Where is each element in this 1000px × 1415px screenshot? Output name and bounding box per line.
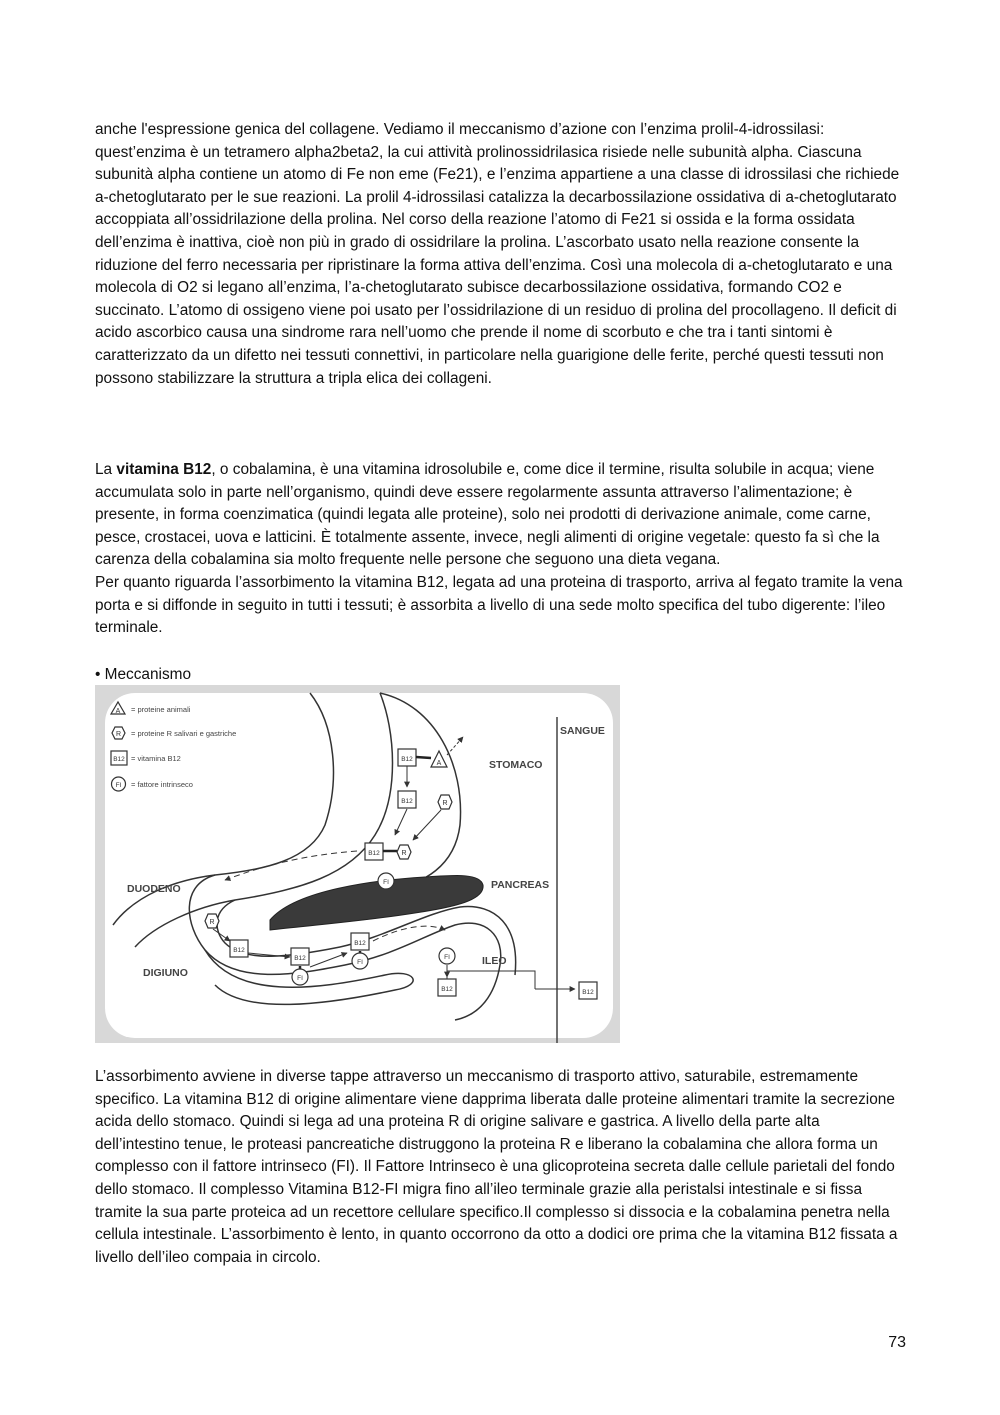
b12-symbol-stomach-1	[398, 749, 416, 766]
label-stomaco: STOMACO	[489, 759, 543, 771]
diagram-svg	[95, 685, 620, 1043]
legend-a-text: = proteine animali	[131, 705, 191, 714]
page-number: 73	[888, 1334, 906, 1351]
label-pancreas: PANCREAS	[491, 879, 550, 891]
svg-text:B12: B12	[582, 989, 594, 996]
b12-absorption-diagram	[95, 685, 620, 1043]
r-symbol-complex	[397, 845, 411, 859]
paragraph-absorption-steps	[95, 1066, 907, 1269]
svg-text:A: A	[436, 760, 442, 767]
paragraph-text: anche l'espressione genica del collagene. Vediamo il meccanismo d’azione con l’enzima prolil-4-idrossilasi: quest’enzima è un tetramero alpha2beta2, la cui attività prolinossidrilasica risiede nelle subunità alpha. Ciascuna subunità alpha contiene un atomo di Fe non eme (Fe21), e l’enzima appartiene a una classe di idrossilasi che richiede a-chetoglutarato per le sue reazioni. La prolil 4-idrossilasi catalizza la decarbossilazione ossidativa di a-chetoglutarato accoppiata all’ossidrilazione della prolina. Nel corso della reazione l’atomo di Fe21 si ossida e la forma ossidata dell’enzima è inattiva, cioè non più in grado di ossidrilare la prolina. L’ascorbato usato nella reazione consente la riduzione del ferro necessaria per ripristinare la forma attiva dell’enzima. Così una molecola di a-chetoglutarato e una molecola di O2 si legano all’enzima, l’a-chetoglutarato subisce decarbossilazione ossidativa, formando CO2 e succinato. L’atomo di ossigeno viene poi usato per l’ossidrilazione di un residuo di prolina del procollageno. Il deficit di acido ascorbico causa una sindrome rara nell’uomo che prende il nome di scorbuto e che tra i tanti sintomi è caratterizzato da un difetto nei tessuti connettivi, in particolare nella guarigione delle ferite, perché questi tessuti non possono stabilizzare la struttura a tripla elica dei collageni.	[95, 121, 900, 387]
svg-text:FI: FI	[383, 879, 389, 886]
vitamin-b12-term: vitamina B12	[116, 461, 212, 478]
svg-text:B12: B12	[401, 798, 413, 805]
fi-symbol-jejunum	[292, 969, 308, 985]
svg-text:FI: FI	[444, 954, 450, 961]
b12-symbol-ileum	[438, 979, 456, 996]
svg-text:R: R	[115, 731, 122, 738]
r-symbol-duodenum	[205, 914, 219, 928]
svg-text:R: R	[442, 800, 448, 807]
b12-symbol-jejunum	[291, 948, 309, 965]
svg-text:B12: B12	[441, 986, 453, 993]
svg-text:A: A	[115, 708, 121, 715]
paragraph-ascorbate-mechanism	[95, 119, 907, 390]
paragraph-text	[95, 459, 907, 572]
bond-line	[416, 757, 431, 758]
legend-fi-text: = fattore intrinseco	[131, 780, 193, 789]
svg-text:B12: B12	[368, 850, 380, 857]
label-digiuno: DIGIUNO	[143, 967, 188, 979]
paragraph-rest: , o cobalamina, è una vitamina idrosolubile e, come dice il termine, risulta solubile in acqua; viene accumulata solo in parte nell’organismo, quindi deve essere regolarmente assunta attraverso l’alimentazione; è presente, in forma coenzimatica (quindi legata alle proteine), solo nei prodotti di derivazione animale, come carne, pesce, crostacei, uova e latticini. È totalmente assente, invece, negli alimenti di origine vegetale: questo fa sì che la carenza della cobalamina sia molto frequente nelle persone che seguono una dieta vegana.	[95, 461, 880, 569]
b12-symbol-stomach-2	[398, 791, 416, 808]
svg-text:FI: FI	[115, 782, 122, 789]
svg-text:R: R	[209, 919, 215, 926]
svg-text:FI: FI	[357, 959, 363, 966]
paragraph-intro: La	[95, 461, 117, 478]
fi-symbol-stomach	[378, 873, 394, 889]
legend-b12-text: = vitamina B12	[131, 754, 181, 763]
b12-symbol-complex	[365, 843, 383, 860]
paragraph-text: L’assorbimento avviene in diverse tappe attraverso un meccanismo di trasporto attivo, saturabile, estremamente specifico. La vitamina B12 di origine alimentare viene dapprima liberata dalle proteine alimentari tramite la secrezione acida dello stomaco. Quindi si lega ad una proteina R di origine salivare e gastrica. A livello della parte alta dell’intestino tenue, le proteasi pancreatiche distruggono la proteina R e liberano la cobalamina che allora forma un complesso con il fattore intrinseco (FI). Il Fattore Intrinseco è una glicoproteina secreta dalle cellule parietali del fondo dello stomaco. Il complesso Vitamina B12-FI migra fino all’ileo terminale grazie alla peristalsi intestinale e si fissa tramite la sua parte proteica ad un recettore cellulare specifico.Il complesso si dissocia e la cobalamina penetra nella cellula intestinale. L’assorbimento è lento, in quanto occorrono da otto a dodici ore prima che la vitamina B12 fissata a livello dell’ileo compaia in circolo.	[95, 1068, 898, 1266]
bullet-meccanismo	[95, 664, 907, 687]
svg-text:FI: FI	[297, 975, 303, 982]
bullet-text: • Meccanismo	[95, 666, 192, 683]
fi-symbol-jejunum-2	[352, 953, 368, 969]
paragraph-vitamin-b12	[95, 459, 907, 640]
r-symbol-stomach-1	[438, 795, 452, 809]
fi-symbol-ileum	[439, 948, 455, 964]
label-duodeno: DUODENO	[127, 883, 181, 895]
b12-symbol-jejunum-2	[351, 933, 369, 950]
svg-text:B12: B12	[401, 756, 413, 763]
paragraph-absorption: Per quanto riguarda l’assorbimento la vitamina B12, legata ad una proteina di trasporto, arriva al fegato tramite la vena porta e si diffonde in seguito in tutti i tessuti; è assorbita a livello di una sede molto specifica del tubo digerente: l’ileo terminale.	[95, 573, 903, 637]
legend-r-text: = proteine R salivari e gastriche	[131, 729, 237, 738]
svg-text:B12: B12	[113, 756, 125, 763]
svg-text:B12: B12	[294, 955, 306, 962]
b12-symbol-blood	[579, 982, 597, 999]
svg-text:B12: B12	[233, 947, 245, 954]
diagram-panel	[105, 693, 613, 1038]
label-sangue: SANGUE	[560, 725, 605, 737]
svg-text:B12: B12	[354, 940, 366, 947]
label-ileo: ILEO	[482, 955, 507, 967]
b12-symbol-duodenum	[230, 940, 248, 957]
svg-text:R: R	[401, 850, 407, 857]
